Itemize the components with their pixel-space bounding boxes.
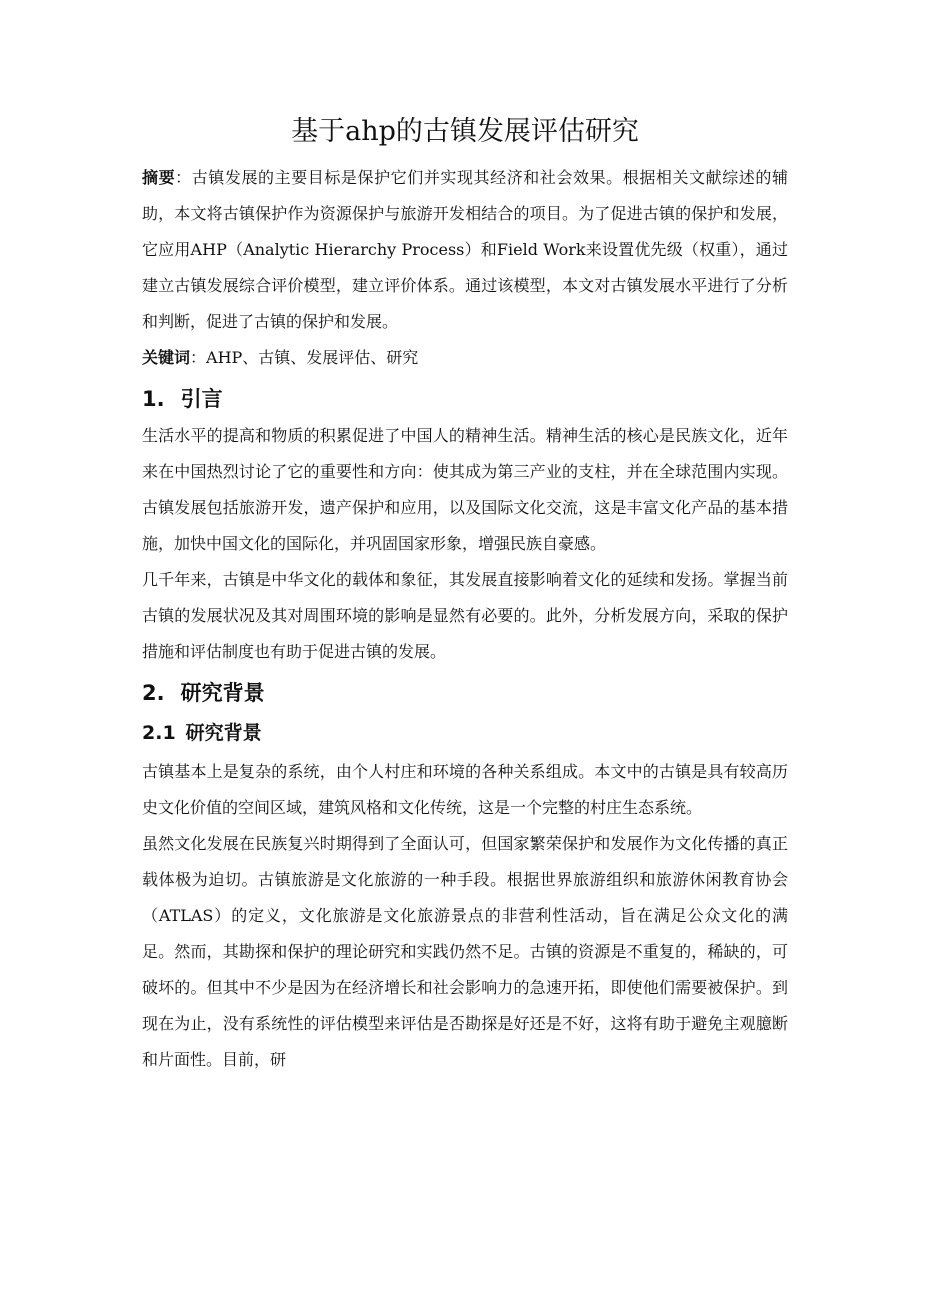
paragraph: 虽然文化发展在民族复兴时期得到了全面认可，但国家繁荣保护和发展作为文化传播的真正载体极为迫切。古镇旅游是文化旅游的一种手段。根据世界旅游组织和旅游休闲教育协会（ATLAS）的定义，文化旅游是文化旅游景点的非营利性活动，旨在满足公众文化的满足。然而，其勘探和保护的理论研究和实践仍然不足。古镇的资源是不重复的，稀缺的，可破坏的。但其中不少是因为在经济增长和社会影响力的急速开拓，即使他们需要被保护。到现在为止，没有系统性的评估模型来评估是否勘探是好还是不好，这将有助于避免主观臆断和片面性。目前，研 — [142, 834, 788, 1069]
keywords-separator: ： — [190, 348, 207, 367]
section-title: 研究背景 — [180, 681, 265, 705]
paragraph: 生活水平的提高和物质的积累促进了中国人的精神生活。精神生活的核心是民族文化，近年来在中国热烈讨论了它的重要性和方向：使其成为第三产业的支柱，并在全球范围内实现。古镇发展包括旅游开发，遗产保护和应用，以及国际文化交流，这是丰富文化产品的基本措施，加快中国文化的国际化，并巩固国家形象，增强民族自豪感。 — [142, 426, 788, 553]
section-heading-intro — [142, 384, 788, 414]
abstract-text: 古镇发展的主要目标是保护它们并实现其经济和社会效果。根据相关文献综述的辅助，本文将古镇保护作为资源保护与旅游开发相结合的项目。为了促进古镇的保护和发展，它应用AHP（Analytic Hierarchy Process）和Field Work来设置优先级（权重），通过建立古镇发展综合评价模型，建立评价体系。通过该模型，本文对古镇发展水平进行了分析和判断，促进了古镇的保护和发展。 — [142, 168, 788, 331]
document-page — [142, 112, 788, 1078]
abstract-separator: ： — [175, 168, 192, 187]
subsection-number: 2.1 — [142, 722, 176, 744]
section-number: 1. — [142, 387, 165, 411]
abstract — [142, 160, 788, 340]
abstract-label: 摘要 — [142, 168, 176, 187]
paper-title: 基于ahp的古镇发展评估研究 — [291, 116, 639, 147]
keywords-text: AHP、古镇、发展评估、研究 — [206, 348, 419, 367]
paragraph: 古镇基本上是复杂的系统，由个人村庄和环境的各种关系组成。本文中的古镇是具有较高历史文化价值的空间区域，建筑风格和文化传统，这是一个完整的村庄生态系统。 — [142, 762, 788, 817]
subsection-heading-background — [142, 718, 788, 748]
paragraph: 几千年来，古镇是中华文化的载体和象征，其发展直接影响着文化的延续和发扬。掌握当前古镇的发展状况及其对周围环境的影响是显然有必要的。此外，分析发展方向，采取的保护措施和评估制度也有助于促进古镇的发展。 — [142, 570, 788, 661]
section-number: 2. — [142, 681, 165, 705]
subsection-title: 研究背景 — [185, 722, 262, 744]
keywords-label: 关键词 — [142, 348, 191, 367]
section-heading-background — [142, 678, 788, 708]
keywords — [142, 340, 788, 376]
section-title: 引言 — [180, 387, 223, 411]
